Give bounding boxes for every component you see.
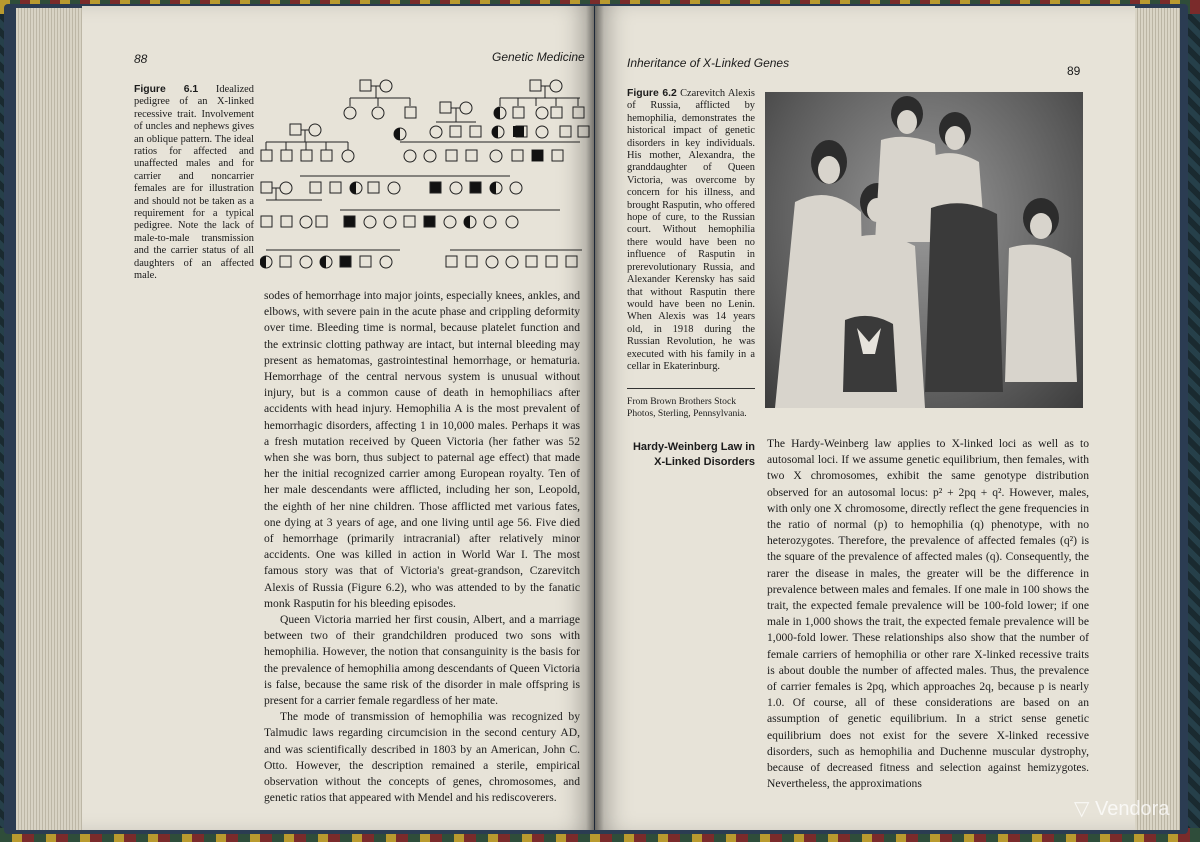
left-page bbox=[82, 6, 594, 830]
pedigree-female bbox=[300, 216, 312, 228]
pedigree-female bbox=[506, 256, 518, 268]
pedigree-male bbox=[368, 182, 379, 193]
pedigree-female-carrier bbox=[464, 216, 470, 228]
pedigree-male-affected bbox=[430, 182, 441, 193]
pedigree-male bbox=[360, 80, 371, 91]
pedigree-female-carrier bbox=[490, 182, 496, 194]
pedigree-male bbox=[316, 216, 327, 227]
pedigree-female bbox=[372, 107, 384, 119]
pedigree-male bbox=[301, 150, 312, 161]
pedigree-male bbox=[321, 150, 332, 161]
pedigree-female bbox=[342, 150, 354, 162]
pedigree-male bbox=[405, 107, 416, 118]
pedigree-male bbox=[261, 216, 272, 227]
pedigree-male-affected bbox=[470, 182, 481, 193]
left-body-text bbox=[264, 288, 580, 807]
page-edges-left bbox=[16, 8, 86, 830]
pedigree-male bbox=[281, 216, 292, 227]
paragraph: sodes of hemorrhage into major joints, especially knees, ankles, and elbows, with severe pain in the acute phase and crippling deformity over time. Bleeding time is normal, because platelet function and the extrinsic clotting pathway are intact, but internal bleeding may present as hematomas, gastrointestinal hemorrhage, or hematuria. Hemorrhage of the central nervous system is unusual without injury, but is a common cause of death in hemophiliacs after accidents with head injury. Hemophilia A is the most prevalent of hemorrhagic disorders, affecting 1 in 10,000 males. Perhaps it was a fresh mutation received by Queen Victoria (her father was 52 when she was born, thus subject to paternal age effect) that made her the initial recognized carrier among European royalty. Ten of her male descendants were afflicted, including her son, Leopold, the eighth of her nine children. Those afflicted met various fates, one dying at 3 years of age, and one living until age 56. Five died of hemorrhage (primarily intracranial) after relatively minor accidents. One was killed in action in World War I. The most famous story was that of Victoria's great-grandson, Czarevitch Alexis of Russia (Figure 6.2), who was attended to by the fanatic monk Rasputin for his bleeding episodes. bbox=[264, 289, 580, 610]
paragraph: The mode of transmission of hemophilia was recognized by Talmudic laws regarding circumcision in the second century AD, and was scientifically described in 1803 by an American, John C. Otto. However, the description remained a sterile, empirical observation without the concepts of genes, chromosomes, and genetic ratios that appeared with Mendel and his rediscoverers. bbox=[264, 710, 580, 805]
pedigree-male bbox=[566, 256, 577, 267]
pedigree-male bbox=[546, 256, 557, 267]
romanov-family-photo bbox=[765, 92, 1083, 408]
pedigree-male bbox=[261, 182, 272, 193]
pedigree-male bbox=[466, 256, 477, 267]
pedigree-male bbox=[446, 150, 457, 161]
figure-6-2-text: Czarevitch Alexis of Russia, afflicted by hemophilia, demonstrates the historical impact of genetic disorders in key individuals. His mother, Alexandra, the granddaughter of Queen Victoria, was overcome by concern for his illness, and brought Rasputin, who offered hope of cure, to the Russian court. Without hemophilia there would have been no influence of Rasputin in prerevolutionary Russia, and Alexander Kerensky has said that without Rasputin there would have been no Lenin. When Alexis was 14 years old, in 1918 during the Russian Revolution, he was executed with his family in a cellar in Ekaterinburg. bbox=[627, 88, 755, 372]
pedigree-female bbox=[424, 150, 436, 162]
pedigree-female bbox=[510, 182, 522, 194]
pedigree-male-affected bbox=[513, 126, 524, 137]
pedigree-female-carrier bbox=[492, 126, 498, 138]
pedigree-male bbox=[450, 126, 461, 137]
pedigree-male bbox=[360, 256, 371, 267]
pedigree-female bbox=[444, 216, 456, 228]
pedigree-female bbox=[380, 80, 392, 92]
pedigree-female-carrier bbox=[260, 256, 266, 268]
pedigree-male bbox=[330, 182, 341, 193]
figure-6-2-label: Figure 6.2 bbox=[627, 88, 677, 99]
page-number-left: 88 bbox=[134, 52, 148, 66]
pedigree-female bbox=[388, 182, 400, 194]
pedigree-male-affected bbox=[340, 256, 351, 267]
pedigree-female bbox=[536, 126, 548, 138]
paragraph: Queen Victoria married her first cousin, Albert, and a marriage between two of their grandchildren produced two sons with hemophilia. However, the notion that consanguinity is the basis for the prevalence of hemophilia among descendants of Queen Victoria is false, because the same risk of the disorder in male offspring is present for a carrier female regardless of her mate. bbox=[264, 613, 580, 708]
running-head-left: Genetic Medicine bbox=[492, 50, 585, 64]
watermark-text: Vendora bbox=[1094, 798, 1170, 820]
pedigree-male bbox=[560, 126, 571, 137]
pedigree-female bbox=[506, 216, 518, 228]
pedigree-male bbox=[470, 126, 481, 137]
pedigree-male bbox=[526, 256, 537, 267]
pedigree-male bbox=[310, 182, 321, 193]
running-head-right: Inheritance of X-Linked Genes bbox=[627, 56, 790, 70]
pedigree-male bbox=[290, 124, 301, 135]
page-number-right: 89 bbox=[1067, 64, 1081, 78]
photo-figures bbox=[765, 92, 1083, 408]
pedigree-female bbox=[344, 107, 356, 119]
pedigree-male bbox=[404, 216, 415, 227]
figure-6-2-caption bbox=[627, 88, 755, 373]
pedigree-female bbox=[430, 126, 442, 138]
pedigree-male bbox=[466, 150, 477, 161]
pedigree-female bbox=[300, 256, 312, 268]
pedigree-diagram bbox=[260, 76, 590, 276]
pedigree-female bbox=[484, 216, 496, 228]
pedigree-male-affected bbox=[424, 216, 435, 227]
pedigree-male bbox=[573, 107, 584, 118]
right-page bbox=[595, 6, 1135, 830]
pedigree-female bbox=[364, 216, 376, 228]
photo-credit: From Brown Brothers Stock Photos, Sterling, Pennsylvania. bbox=[627, 396, 747, 419]
pedigree-female bbox=[536, 107, 548, 119]
pedigree-female-carrier bbox=[350, 182, 356, 194]
pedigree-male bbox=[551, 107, 562, 118]
pedigree-female bbox=[384, 216, 396, 228]
pedigree-female bbox=[460, 102, 472, 114]
pedigree-female bbox=[280, 182, 292, 194]
pedigree-female-carrier bbox=[394, 128, 400, 140]
figure-6-1-text: Idealized pedigree of an X-linked recessive trait. Involvement of uncles and nephews gives an oblique pattern. The ideal ratios for affected and unaffected males and for carrier and noncarrier females are for illustration and should not be taken as a requirement for a typical pedigree. Note the lack of male-to-male transmission and the carrier status of all daughters of an affected male. bbox=[134, 84, 254, 282]
right-body-text bbox=[767, 436, 1089, 792]
paragraph: The Hardy-Weinberg law applies to X-linked loci as well as to autosomal loci. If we assume genetic equilibrium, then females, with two X chromosomes, exhibit the same genotype distribution observed for an autosomal locus: p² + 2pq + q². However, males, with only one X chromosome, directly reflect the gene frequencies in the ratio of normal (p) to hemophilia (q) phenotype, with no heterozygotes. Therefore, the prevalence of affected females (q²) is the square of the prevalence of affected males (q). Consequently, the rarer the disease in males, the greater will be the difference in prevalence between males and females. If one male in 100 shows the trait, the expected female prevalence will be 100-fold lower; if one male in 1,000 shows the trait, the expected female prevalence will be 1,000-fold lower. These relationships also show that the number of female carriers of hemophilia or other rare X-linked recessive traits is about double the number of affected males. Thus, the prevalence of carrier females is 2pq, which approaches 2q, because p is nearly 1.0. Of course, all of these considerations are based on an assumption of genetic equilibrium. In a strict sense genetic equilibrium does not exist for the severe X-linked recessive disorders, such as hemophilia and Duchenne muscular dystrophy, because of decreased fitness and selection against hemizygotes. Nevertheless, the approximations bbox=[767, 437, 1089, 791]
pedigree-male bbox=[280, 256, 291, 267]
pedigree-male bbox=[552, 150, 563, 161]
pedigree-male bbox=[446, 256, 457, 267]
figure-6-1-label: Figure 6.1 bbox=[134, 84, 199, 95]
pedigree-female-carrier bbox=[494, 107, 500, 119]
pedigree-female bbox=[450, 182, 462, 194]
pedigree-female bbox=[309, 124, 321, 136]
pedigree-female bbox=[404, 150, 416, 162]
page-edges-right bbox=[1132, 8, 1180, 830]
pedigree-male bbox=[530, 80, 541, 91]
pedigree-male bbox=[513, 107, 524, 118]
pedigree-female bbox=[490, 150, 502, 162]
side-heading: Hardy-Weinberg Law in X-Linked Disorders bbox=[632, 441, 755, 468]
pedigree-female bbox=[380, 256, 392, 268]
pedigree-male bbox=[512, 150, 523, 161]
figure-6-1-caption bbox=[134, 84, 254, 283]
pedigree-male bbox=[440, 102, 451, 113]
pedigree-male bbox=[261, 150, 272, 161]
pedigree-female bbox=[550, 80, 562, 92]
pedigree-male-affected bbox=[532, 150, 543, 161]
pedigree-male-affected bbox=[344, 216, 355, 227]
pedigree-female bbox=[486, 256, 498, 268]
watermark-logo-icon: ▽ bbox=[1074, 798, 1090, 820]
pedigree-female-carrier bbox=[320, 256, 326, 268]
vendora-watermark bbox=[1074, 796, 1169, 821]
pedigree-male bbox=[281, 150, 292, 161]
caption-rule bbox=[627, 388, 755, 389]
book-gutter bbox=[586, 6, 604, 830]
